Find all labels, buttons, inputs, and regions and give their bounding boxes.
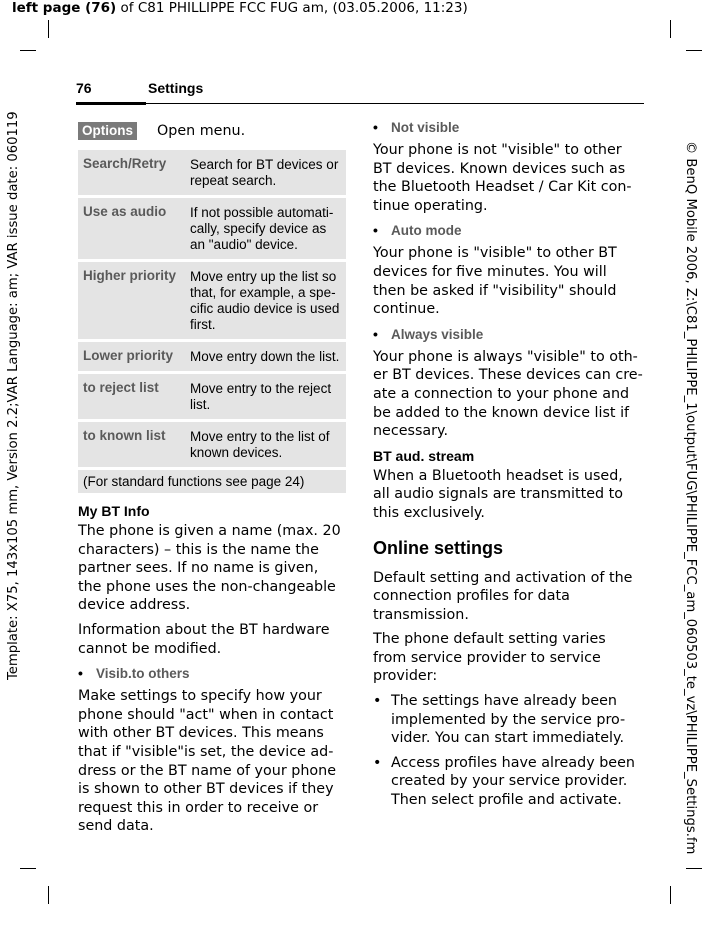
menu-value: Move entry to the list of known devices. bbox=[184, 422, 346, 470]
table-footer-row bbox=[78, 470, 346, 496]
bullet-icon: • bbox=[78, 665, 83, 682]
table-row bbox=[78, 150, 346, 198]
auto-mode-paragraph: Your phone is "visible" to other BT devices for five minutes. You will then be asked if "visibility" should continue. bbox=[373, 245, 617, 318]
header-rule bbox=[76, 103, 644, 104]
print-header bbox=[12, 0, 468, 16]
not-visible-bullet bbox=[373, 118, 643, 137]
online-settings-paragraph: Default setting and activation of the connection profiles for data transmission. bbox=[373, 569, 633, 623]
copyright-path-vertical: © BenQ Mobile 2006, Z:\C81_PHILIPPE_1\output\FUG\PHILIPPE_FCC_am_060503_te_vz\PHILIPPE_Settings.fm bbox=[683, 141, 698, 855]
bt-aud-stream-heading: BT aud. stream bbox=[373, 447, 475, 464]
crop-mark bbox=[686, 868, 702, 869]
template-info-vertical: Template: X75, 143x105 mm, Version 2.2;VAR Language: am; VAR issue date: 060119 bbox=[6, 111, 21, 680]
visibility-paragraph: Make settings to specify how your phone should "act" when in contact with other BT devices. This means that if "visible"is set, the device ad-dress or the BT name of your phone is shown to other BT devices if they request this in order to receive or send data. bbox=[78, 688, 336, 835]
list-item bbox=[373, 754, 643, 810]
crop-mark bbox=[48, 20, 49, 38]
right-column bbox=[373, 118, 643, 816]
page-title: Settings bbox=[148, 80, 204, 96]
menu-key: Use as audio bbox=[78, 198, 184, 262]
menu-key: to reject list bbox=[78, 374, 184, 422]
options-menu-table bbox=[78, 150, 346, 496]
table-row bbox=[78, 374, 346, 422]
menu-key: to known list bbox=[78, 422, 184, 470]
always-visible-label: Always visible bbox=[391, 326, 484, 342]
bt-aud-stream-paragraph: When a Bluetooth headset is used, all audio signals are transmitted to this exclusively. bbox=[373, 467, 623, 521]
left-column bbox=[78, 118, 346, 842]
auto-mode-label: Auto mode bbox=[391, 223, 462, 239]
menu-value: Search for BT devices or repeat search. bbox=[184, 150, 346, 198]
menu-key: Higher priority bbox=[78, 262, 184, 342]
auto-mode-bullet bbox=[373, 221, 643, 240]
options-softkey: Options bbox=[78, 122, 137, 140]
list-item-text: The settings have already been implemented by the service pro-vider. You can start immediately. bbox=[391, 693, 626, 747]
print-header-page: left page (76) bbox=[12, 0, 117, 16]
crop-mark bbox=[670, 20, 671, 38]
always-visible-paragraph: Your phone is always "visible" to oth-er BT devices. These devices can cre-ate a connection to your phone and be added to the known device list if necessary. bbox=[373, 348, 643, 440]
table-row bbox=[78, 342, 346, 374]
crop-mark bbox=[48, 886, 49, 904]
table-footer-note: (For standard functions see page 24) bbox=[78, 470, 346, 496]
table-row bbox=[78, 198, 346, 262]
options-row bbox=[78, 118, 346, 144]
crop-mark bbox=[20, 50, 36, 51]
page-number: 76 bbox=[76, 80, 92, 96]
hardware-info-paragraph: Information about the BT hardware cannot be modified. bbox=[78, 621, 330, 657]
provider-paragraph: The phone default setting varies from service provider to service provider: bbox=[373, 631, 606, 685]
visib-label: Visib.to others bbox=[96, 666, 190, 682]
online-settings-heading: Online settings bbox=[373, 537, 504, 558]
crop-mark bbox=[686, 50, 702, 51]
my-bt-info-heading: My BT Info bbox=[78, 503, 150, 519]
bullet-icon: • bbox=[373, 693, 382, 710]
list-item-text: Access profiles have already been created by your service provider. Then select profile and activate. bbox=[391, 754, 635, 809]
visib-bullet bbox=[78, 664, 346, 683]
crop-mark bbox=[20, 868, 36, 869]
menu-value: Move entry down the list. bbox=[184, 342, 346, 374]
menu-value: Move entry up the list so that, for example, a spe-cific audio device is used first. bbox=[184, 262, 346, 342]
not-visible-paragraph: Your phone is not "visible" to other BT devices. Known devices such as the Bluetooth Headset / Car Kit con-tinue operating. bbox=[373, 142, 632, 214]
menu-key: Search/Retry bbox=[78, 150, 184, 198]
menu-value: If not possible automati-cally, specify device as an "audio" device. bbox=[184, 198, 346, 262]
bullet-icon: • bbox=[373, 119, 378, 135]
print-header-info: of C81 PHILLIPPE FCC FUG am, (03.05.2006, 11:23) bbox=[116, 0, 468, 16]
header-rule-accent bbox=[76, 102, 146, 105]
bullet-icon: • bbox=[373, 325, 378, 342]
table-row bbox=[78, 262, 346, 342]
menu-key: Lower priority bbox=[78, 342, 184, 374]
bullet-icon: • bbox=[373, 222, 378, 239]
my-bt-info-paragraph: The phone is given a name (max. 20 characters) – this is the name the partner sees. If no name is given, the phone uses the non-changeable device address. bbox=[78, 523, 341, 614]
not-visible-label: Not visible bbox=[391, 120, 460, 135]
menu-value: Move entry to the reject list. bbox=[184, 374, 346, 422]
crop-mark bbox=[670, 886, 671, 904]
list-item bbox=[373, 692, 643, 748]
table-row bbox=[78, 422, 346, 470]
options-description: Open menu. bbox=[157, 122, 246, 139]
bullet-icon: • bbox=[373, 754, 382, 771]
always-visible-bullet bbox=[373, 325, 643, 344]
